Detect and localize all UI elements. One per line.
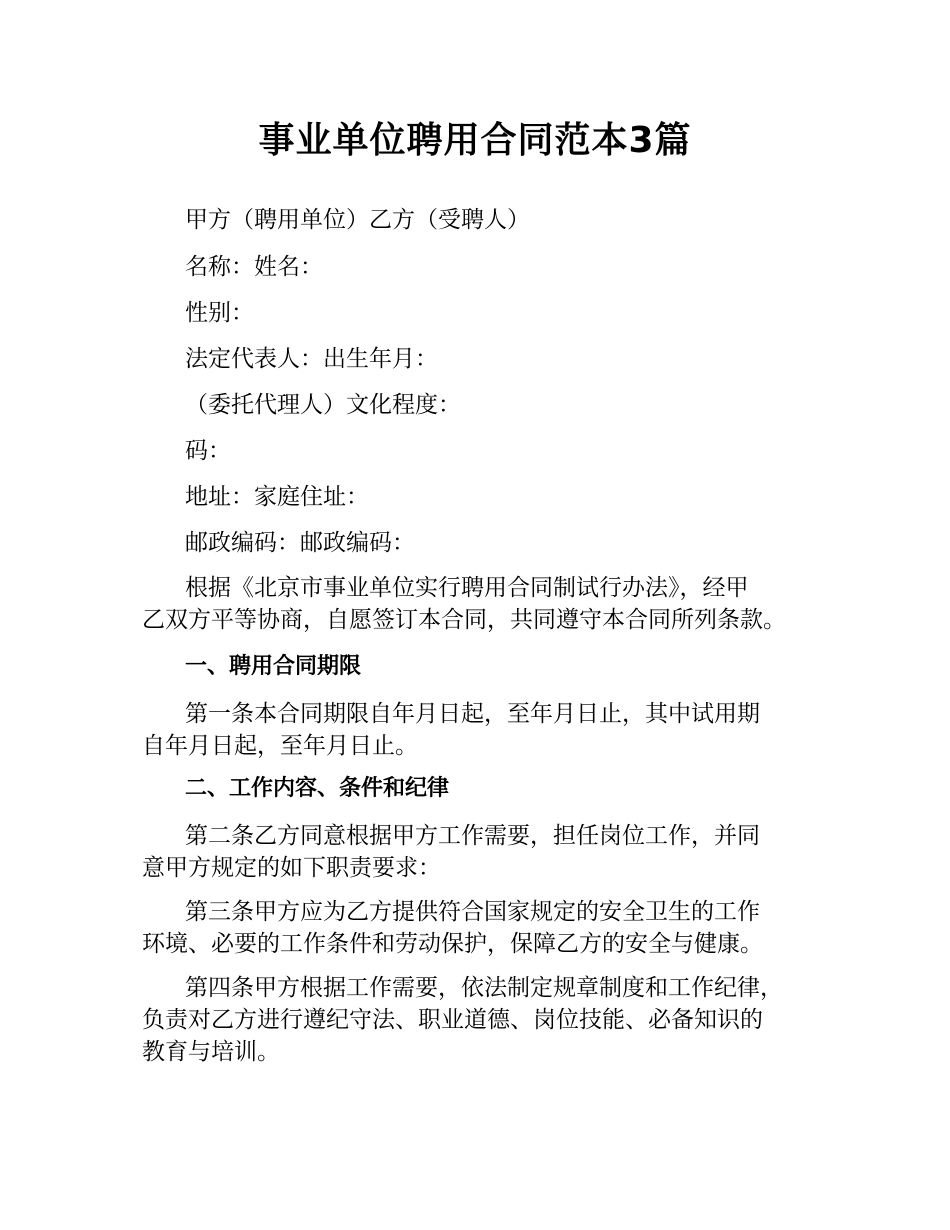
intro-line-1: 根据《北京市事业单位实行聘用合同制试行办法》，经甲 — [185, 575, 749, 601]
article-4-line-3: 教育与培训。 — [142, 1039, 280, 1065]
article-1-line-1: 第一条本合同期限自年月日起，至年月日止，其中试用期 — [185, 701, 760, 727]
party-line-name: 名称：姓名： — [185, 254, 323, 280]
party-line-code: 码： — [185, 438, 231, 464]
article-3-line-1: 第三条甲方应为乙方提供符合国家规定的安全卫生的工作 — [185, 899, 760, 925]
article-2-paragraph — [142, 820, 832, 884]
section-heading-work: 二、工作内容、条件和纪律 — [185, 776, 450, 801]
party-line-header: 甲方（聘用单位）乙方（受聘人） — [185, 207, 530, 233]
party-line-agent: （委托代理人）文化程度： — [185, 392, 461, 418]
document-title: 事业单位聘用合同范本3篇 — [258, 120, 692, 161]
article-1-line-2: 自年月日起，至年月日止。 — [142, 733, 418, 759]
article-4-line-1: 第四条甲方根据工作需要，依法制定规章制度和工作纪律， — [185, 975, 783, 1001]
intro-paragraph — [142, 572, 832, 636]
article-2-line-2: 意甲方规定的如下职责要求： — [142, 855, 441, 881]
article-2-line-1: 第二条乙方同意根据甲方工作需要，担任岗位工作，并同 — [185, 823, 760, 849]
article-4-line-2: 负责对乙方进行遵纪守法、职业道德、岗位技能、必备知识的 — [142, 1007, 763, 1033]
party-line-address: 地址：家庭住址： — [185, 484, 369, 510]
article-1-paragraph — [142, 698, 832, 762]
party-line-representative: 法定代表人：出生年月： — [185, 346, 438, 372]
section-heading-term: 一、聘用合同期限 — [185, 654, 362, 679]
article-3-line-2: 环境、必要的工作条件和劳动保护，保障乙方的安全与健康。 — [142, 931, 763, 957]
article-3-paragraph — [142, 896, 832, 960]
intro-line-2: 乙双方平等协商，自愿签订本合同，共同遵守本合同所列条款。 — [142, 607, 786, 633]
party-line-gender: 性别： — [185, 300, 254, 326]
party-line-postcode: 邮政编码：邮政编码： — [185, 530, 415, 556]
article-4-paragraph — [142, 972, 832, 1068]
